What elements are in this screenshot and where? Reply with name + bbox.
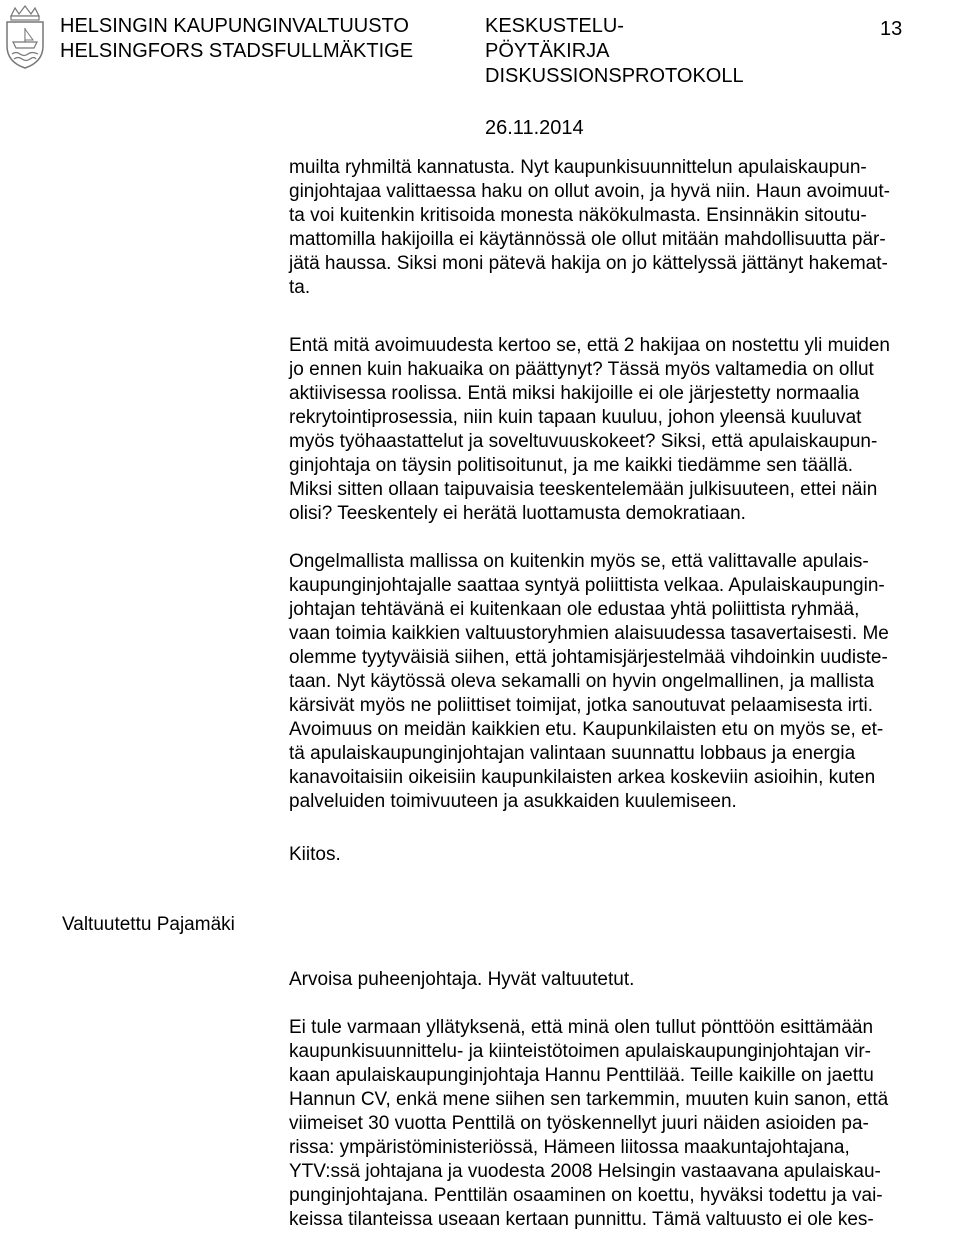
document-type-fi-line2: PÖYTÄKIRJA [485,40,610,62]
document-date: 26.11.2014 [485,117,584,139]
speech-paragraph: Entä mitä avoimuudesta kertoo se, että 2 hakijaa on nostettu yli muiden jo ennen kuin hakuaika on päättynyt? Tässä myös valtamedia on ollut aktiivisessa roolissa. Entä miksi hakijoille ei ole järjestetty normaalia rekrytointiprosessia, niin kuin tapaan kuuluu, johon yleensä kuuluvat myös työhaastattelut ja soveltuvuuskokeet? Siksi, että apulaiskaupun- ginjohtaja on täysin politisoitunut, ja me kaikki tiedämme sen täällä. Miksi sitten ollaan taipuvaisia teeskentelemään julkisuuteen, ettei näin olisi? Teeskentely ei herätä luottamusta demokratiaan. [289,335,890,524]
speech-greeting: Arvoisa puheenjohtaja. Hyvät valtuutetut. [289,969,635,990]
page-number: 13 [880,18,903,40]
speech-paragraph: muilta ryhmiltä kannatusta. Nyt kaupunkisuunnittelun apulaiskaupun- ginjohtajaa valittaessa haku on ollut avoin, ja hyvä niin. Haun avoimuut- ta voi kuitenkin kritisoida monesta näkökulmasta. Ensinnäkin sitoutu- mattomilla hakijoilla ei käytännössä ole ollut mitään mahdollisuutta pär- jätä haussa. Siksi moni pätevä hakija on jo kättelyssä jättänyt hakemat- ta. [289,157,890,298]
document-type-sv: DISKUSSIONSPROTOKOLL [485,65,744,87]
document-type-fi-line1: KESKUSTELU- [485,15,624,37]
speech-closing: Kiitos. [289,844,341,865]
organization-name-sv: HELSINGFORS STADSFULLMÄKTIGE [60,40,414,62]
helsinki-coat-of-arms-icon [4,4,46,70]
organization-name [60,14,413,64]
organization-name-fi: HELSINGIN KAUPUNGINVALTUUSTO [60,15,409,37]
speech-paragraph: Ongelmallista mallissa on kuitenkin myös se, että valittavalle apulais- kaupunginjohtajalle saattaa syntyä poliittista velkaa. Apulaiskaupungin- johtajan tehtävänä ei kuitenkaan ole edustaa yhtä poliittista ryhmää, vaan toimia kaikkien valtuustoryhmien alaisuudessa tasavertaisesti. Me olemme tyytyväisiä siihen, että johtamisjärjestelmää vihdoinkin uudiste- taan. Nyt käytössä oleva sekamalli on hyvin ongelmallinen, ja mallista kärsivät myös ne poliittiset toimijat, jotka sanoutuvat pelaamisesta irti. Avoimuus on meidän kaikkien etu. Kaupunkilaisten etu on myös se, et- tä apulaiskaupunginjohtajan valintaan suunnattu lobbaus ja energia kanavoitaisiin oikeisiin kaupunkilaisten arkea koskeviin asioihin, kuten palveluiden toimivuuteen ja asukkaiden kuulemiseen. [289,551,889,812]
speaker-name: Valtuutettu Pajamäki [62,914,235,935]
speech-paragraph: Ei tule varmaan yllätyksenä, että minä olen tullut pönttöön esittämään kaupunkisuunnittelu- ja kiinteistötoimen apulaiskaupunginjohtajan vir- kaan apulaiskaupunginjohtaja Hannu Penttilää. Teille kaikille on jaettu Hannun CV, enkä mene siihen sen tarkemmin, muuten kuin sanon, että viimeiset 30 vuotta Penttilä on työskennellyt juuri näiden asioiden pa- rissa: ympäristöministeriössä, Hämeen liitossa maakuntajohtajana, YTV:ssä johtajana ja vuodesta 2008 Helsingin vastaavana apulaiskau- punginjohtajana. Penttilän osaaminen on koettu, hyväksi todettu ja vai- keissa tilanteissa useaan kertaan punnittu. Tämä valtuusto ei ole kes- [289,1017,889,1230]
document-type [485,14,744,89]
